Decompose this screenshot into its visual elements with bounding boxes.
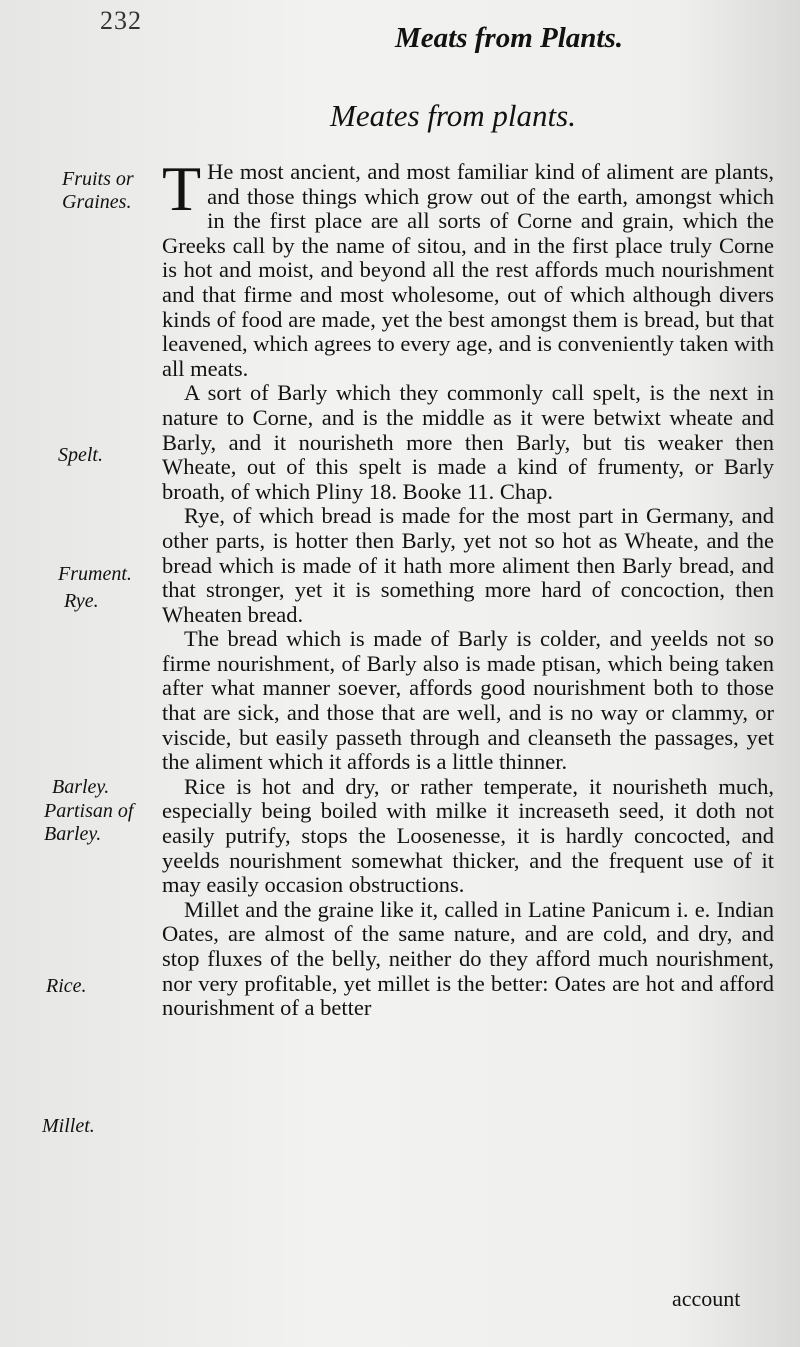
body-text xyxy=(162,153,774,1021)
catchword: account xyxy=(672,1286,741,1311)
paragraph-spelt: A sort of Barly which they commonly call spelt, is the next in nature to Corne, and is the middle as it were betwixt wheate and Barly, and it nourisheth more then Barly, but tis weaker then Wheate, out of this spelt is made a kind of frumenty, or Barly broath, of which Pliny 18. Booke 11. Chap. xyxy=(162,380,774,504)
margin-note-fruits: Fruits or Graines. xyxy=(62,168,134,213)
drop-cap: T xyxy=(162,153,202,224)
running-head: Meats from Plants. xyxy=(395,22,623,54)
margin-note-rye: Rye. xyxy=(64,590,99,612)
margin-notes xyxy=(0,0,160,1347)
paragraph-fruits xyxy=(162,153,774,381)
paragraph-millet: Millet and the graine like it, called in Latine Panicum i. e. Indian Oates, are almost of the same nature, and are cold, and dry, and stop fluxes of the belly, neither do they afford much nourishment, nor very profitable, yet millet is the better: Oates are hot and afford nourishment of a better xyxy=(162,896,774,1021)
paragraph-rye: Rye, of which bread is made for the most part in Germany, and other parts, is hotter then Barly, yet not so hot as Wheate, and the bread which is made of it hath more aliment then Barly bread, and that stronger, yet it is something more hard of concoction, then Wheaten bread. xyxy=(162,503,774,627)
margin-note-millet: Millet. xyxy=(42,1115,95,1137)
margin-note-barley: Barley. xyxy=(52,776,110,798)
margin-note-rice: Rice. xyxy=(46,975,87,997)
paragraph-barley: The bread which is made of Barly is colder, and yeelds not so firme nourishment, of Barly also is made ptisan, which being taken after what manner soever, affords good nourishment both to those that are sick, and those that are well, and is no way or clammy, or viscide, but easily passeth through and cleanseth the passages, yet the aliment which it affords is a little thinner. xyxy=(162,626,774,775)
section-title: Meates from plants. xyxy=(330,98,576,133)
page-number: 232 xyxy=(100,6,142,35)
paragraph-text: He most ancient, and most familiar kind of aliment are plants, and those things which grow out of the earth, amongst which in the first place are all sorts of Corne and grain, which the Greeks call by the name of sitou, and in the first place truly Corne is hot and moist, and beyond all the rest affords much nourishment and that firme and most wholesome, out of which although divers kinds of food are made, yet the best amongst them is bread, but that leavened, which agrees to every age, and is conveniently taken with all meats. xyxy=(162,159,774,381)
paragraph-rice: Rice is hot and dry, or rather temperate, it nourisheth much, especially being boiled with milke it increaseth seed, it doth not easily putrify, stops the Loosenesse, it is hardly concocted, and yeelds nourishment somewhat thicker, and the frequent use of it may easily occasion obstructions. xyxy=(162,773,774,898)
margin-note-partisan: Partisan of Barley. xyxy=(44,800,134,845)
margin-note-spelt: Spelt. xyxy=(58,444,103,466)
margin-note-frument: Frument. xyxy=(58,563,132,585)
